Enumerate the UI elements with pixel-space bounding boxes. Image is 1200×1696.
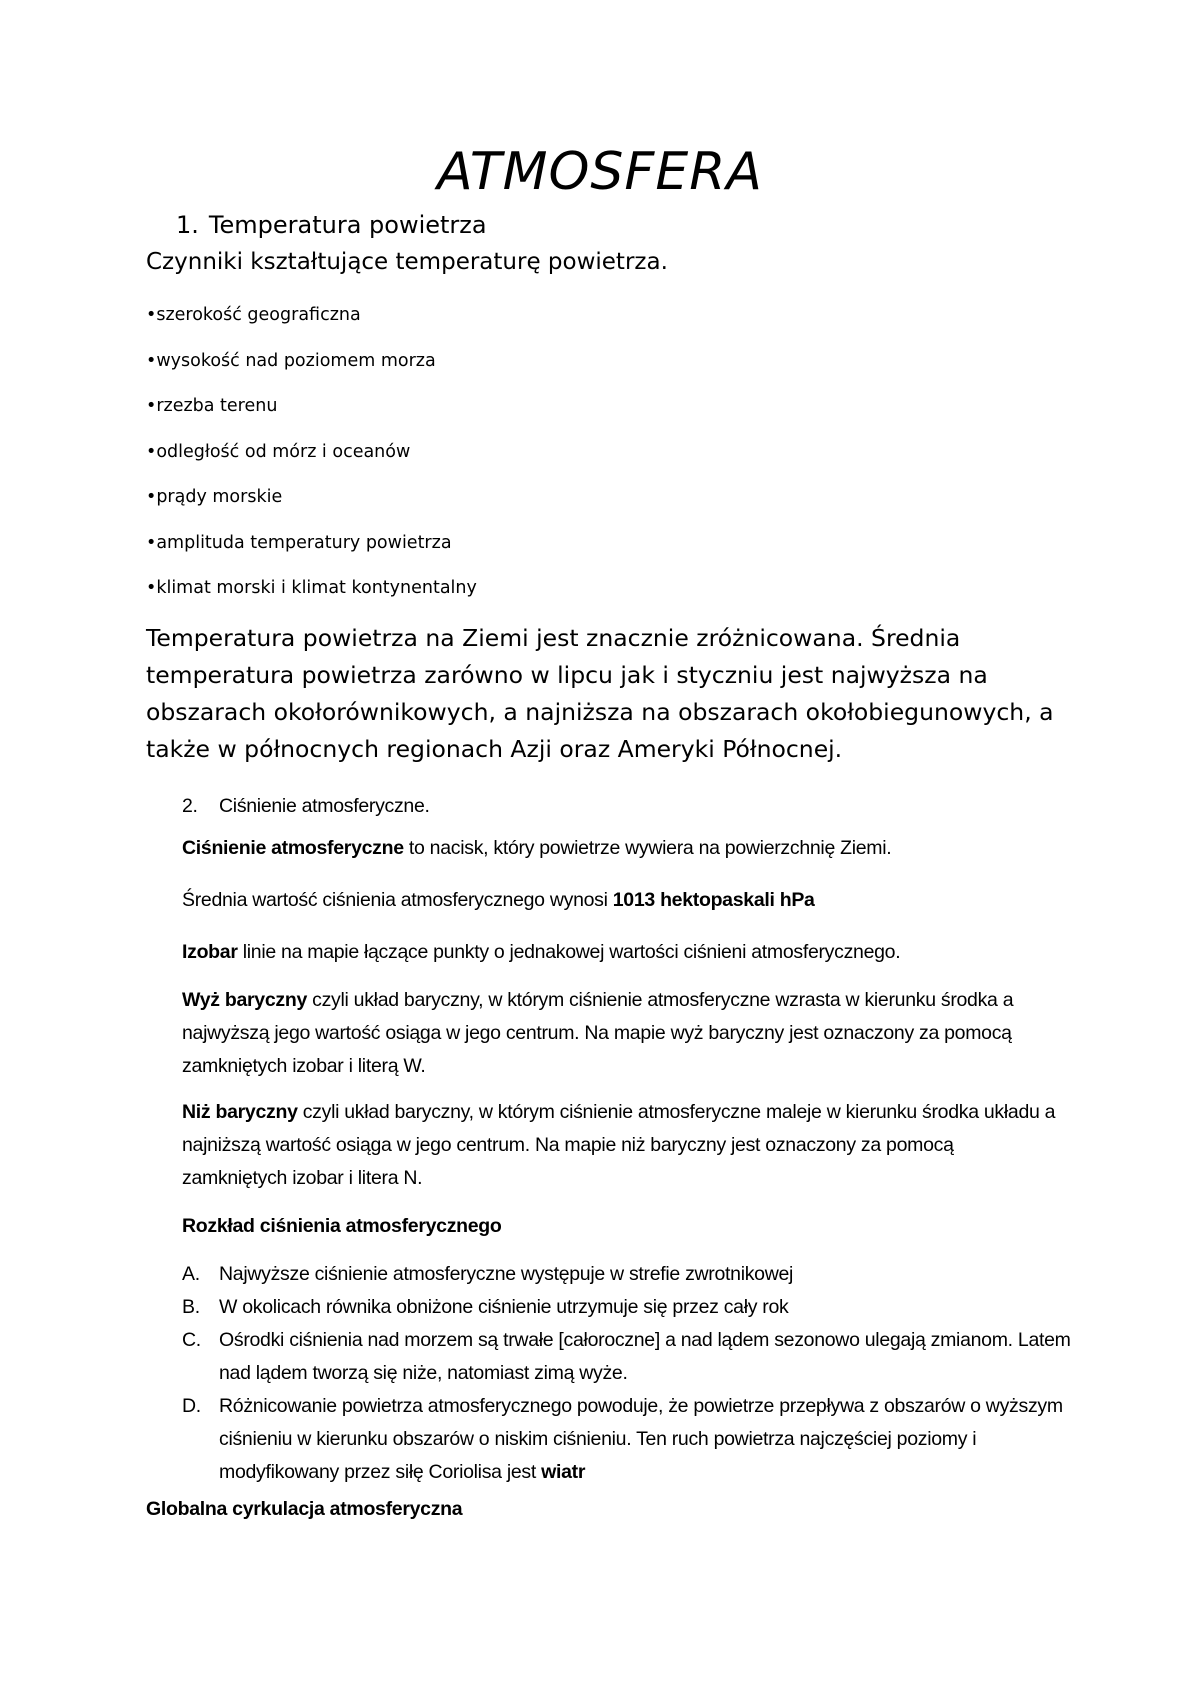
bullet-icon: • [146,396,157,416]
section-2-heading [182,790,1062,823]
factor-item: •odległość od mórz i oceanów [146,441,411,462]
factor-item: •klimat morski i klimat kontynentalny [146,578,477,598]
term-wiatr: wiatr [541,1461,586,1483]
section-1-title: Temperatura powietrza [208,211,487,239]
factor-item: •rzezba terenu [146,396,278,416]
factor-item: •wysokość nad poziomem morza [146,350,436,371]
global-circulation-heading: Globalna cyrkulacja atmosferyczna [146,1498,463,1520]
distribution-heading: Rozkład ciśnienia atmosferycznego [182,1215,502,1237]
bullet-icon: • [146,487,157,507]
distribution-item: A. Najwyższe ciśnienie atmosferyczne występuje w strefie zwrotnikowej [182,1258,1082,1291]
factors-list [146,304,477,623]
niz-definition: Niż baryczny czyli układ baryczny, w którym ciśnienie atmosferyczne maleje w kierunku środka układu a najniższą wartość osiąga w jego centrum. Na mapie niż baryczny jest oznaczony za pomocą zamkniętych izobar i litera N. [182,1101,1056,1189]
section-1-heading [176,211,487,239]
document-title: ATMOSFERA [437,142,763,202]
distribution-list [182,1258,1082,1489]
factor-item: •prądy morskie [146,487,283,507]
pressure-definition: Ciśnienie atmosferyczne to nacisk, który powietrze wywiera na powierzchnię Ziemi. [182,837,892,859]
factor-item: •amplituda temperatury powietrza [146,532,452,553]
bullet-icon: • [146,441,157,462]
izobar-definition: Izobar linie na mapie łączące punkty o jednakowej wartości ciśnieni atmosferycznego. [182,941,901,963]
term-wyz: Wyż baryczny [182,989,308,1011]
bullet-icon: • [146,350,157,371]
term-izobar: Izobar [182,941,238,963]
item-letter: A. [182,1263,200,1285]
section-2-number: 2. [182,795,198,817]
item-letter: B. [182,1296,200,1318]
section-2-title: Ciśnienie atmosferyczne. [219,795,430,817]
distribution-item: B. W okolicach równika obniżone ciśnienie utrzymuje się przez cały rok [182,1291,1082,1324]
distribution-item: D. Różnicowanie powietrza atmosferycznego powoduje, że powietrze przepływa z obszarów o wyższym ciśnieniu w kierunku obszarów o niskim ciśnieniu. Ten ruch powietrza najczęściej poziomy i modyfikowany przez siłę Coriolisa jest wiatr [182,1390,1082,1489]
bullet-icon: • [146,532,157,553]
item-letter: D. [182,1395,201,1417]
bullet-icon: • [146,578,157,598]
term-niz: Niż baryczny [182,1101,298,1123]
bullet-icon: • [146,305,157,325]
term-pressure: Ciśnienie atmosferyczne [182,837,404,859]
item-letter: C. [182,1329,201,1351]
section-1-number: 1. [176,211,199,239]
factor-item: •szerokość geograficzna [146,305,361,325]
average-value: 1013 hektopaskali hPa [612,889,815,911]
pressure-average: Średnia wartość ciśnienia atmosferycznego wynosi 1013 hektopaskali hPa [182,889,815,911]
distribution-item: C. Ośrodki ciśnienia nad morzem są trwałe [całoroczne] a nad lądem sezonowo ulegają zmianom. Latem nad lądem tworzą się niże, natomiast zimą wyże. [182,1324,1082,1390]
wyz-definition: Wyż baryczny czyli układ baryczny, w którym ciśnienie atmosferyczne wzrasta w kierunku środka a najwyższą jego wartość osiąga w jego centrum. Na mapie wyż baryczny jest oznaczony za pomocą zamkniętych izobar i literą W. [182,989,1014,1077]
factors-intro: Czynniki kształtujące temperaturę powietrza. [146,249,668,275]
temperature-paragraph: Temperatura powietrza na Ziemi jest znacznie zróżnicowana. Średnia temperatura powietrza zarówno w lipcu jak i styczniu jest najwyższa na obszarach okołorównikowych, a najniższa na obszarach okołobiegunowych, a także w północnych regionach Azji oraz Ameryki Północnej. [146,624,1054,763]
